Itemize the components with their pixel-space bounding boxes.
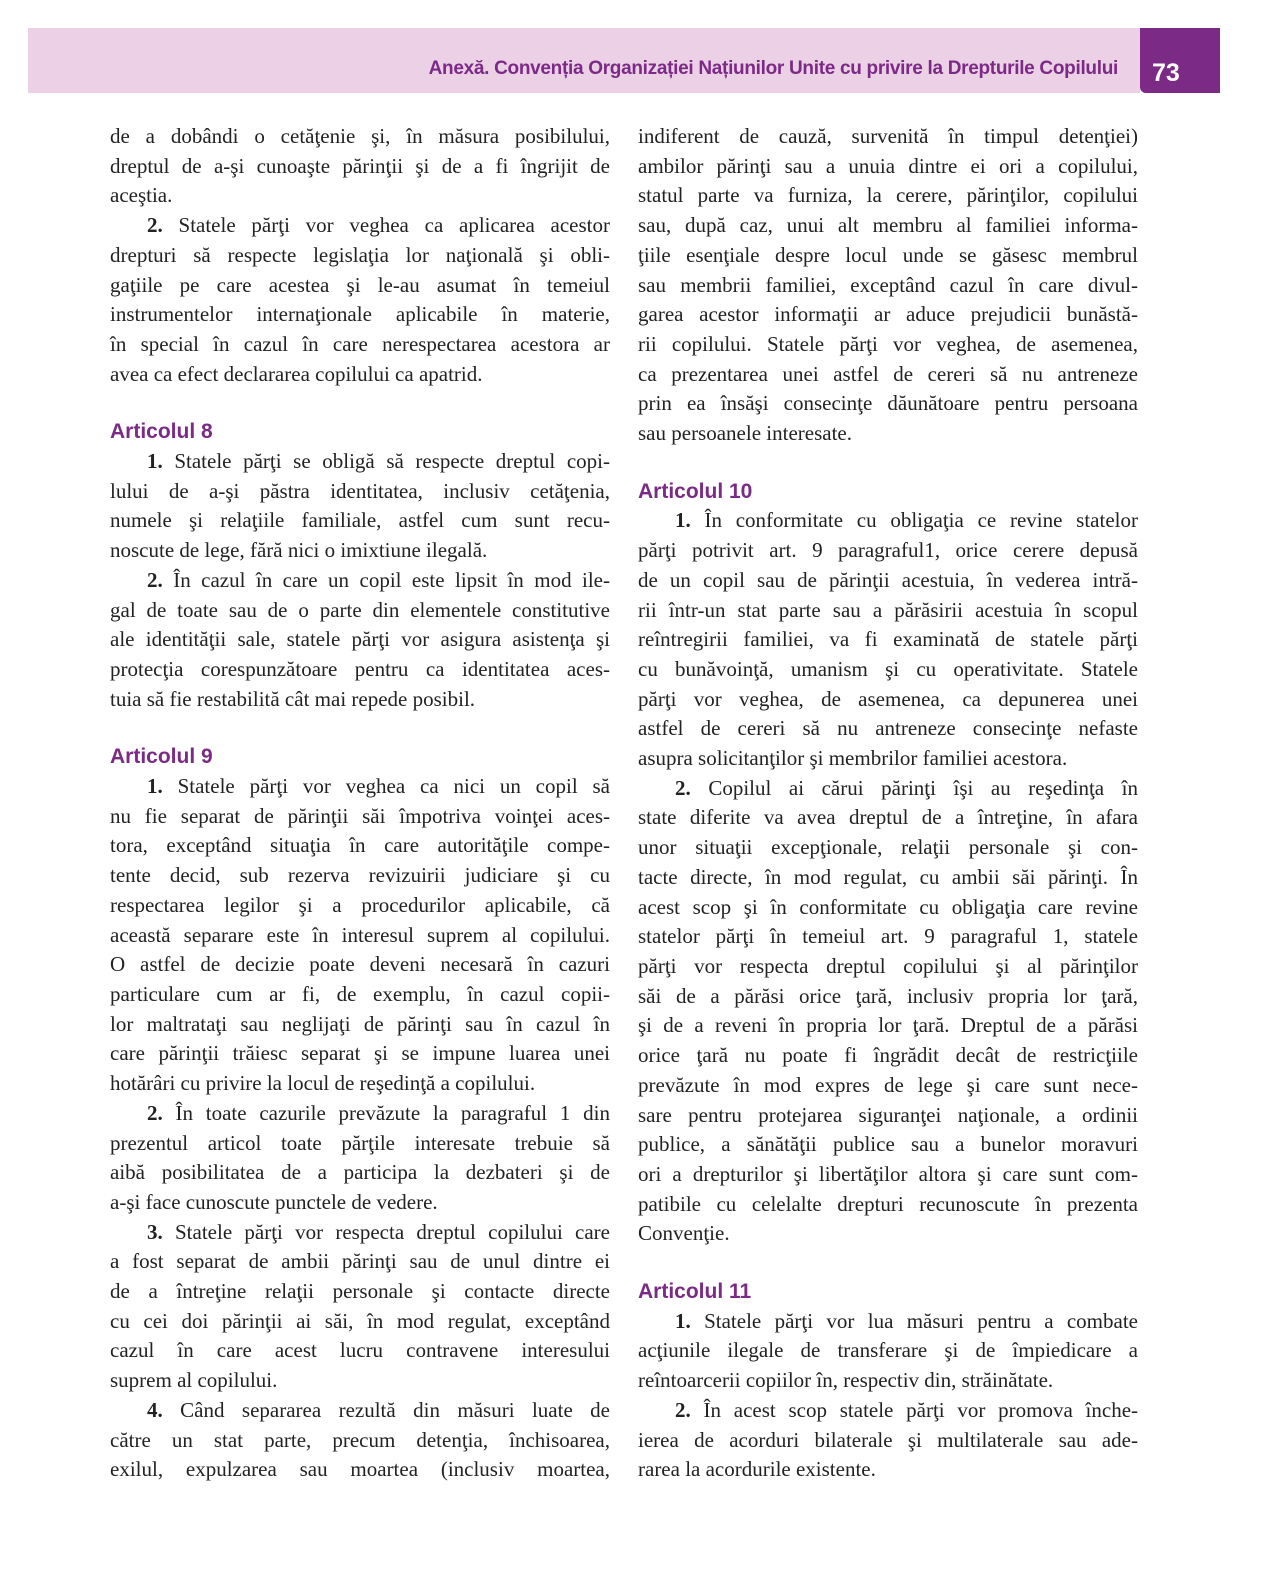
text-line [110,1455,610,1485]
line-text: În conformitate cu obligaţia ce revine statelor [704,508,1138,533]
paragraph [110,772,610,1099]
line-text: şi de a reveni în propria lor ţară. Dreptul de a părăsi [638,1013,1138,1038]
line-text: În acest scop statele părţi vor promova înche- [703,1397,1139,1422]
text-line [638,744,1138,774]
running-header-title: Anexă. Convenția Organizației Națiunilor Unite cu privire la Drepturile Copilului [428,58,1118,79]
paragraph-number: 1. [147,449,163,474]
paragraph [110,447,610,566]
left-column [110,122,610,1485]
paragraph [638,506,1138,773]
text-line [638,506,1138,536]
text-line [638,536,1138,566]
paragraph [110,1396,610,1485]
line-text: ambilor părinţi sau a unuia dintre ei ori a copilului, [638,153,1138,178]
line-text: de un copil sau de părinţii acestuia, în vederea intră- [638,567,1138,592]
text-line [110,655,610,685]
text-line [110,300,610,330]
line-text: Statele părţi vor veghea ca aplicarea acestor [178,213,610,238]
paragraph-number: 1. [675,508,691,533]
text-line [110,980,610,1010]
paragraph [110,122,610,211]
text-line [110,1188,610,1218]
line-text: instrumentelor internaţionale aplicabile în materie, [110,302,610,327]
line-text: publice, a sănătăţii publice sau a bunelor moravuri [638,1132,1138,1157]
text-line [638,1160,1138,1190]
text-line [110,477,610,507]
text-line [110,1010,610,1040]
text-line [110,447,610,477]
line-text: statul parte va furniza, la cerere, părinţilor, copilului [638,183,1138,208]
line-text: statelor părţi în temeiul art. 9 paragraful 1, statele [638,924,1138,949]
line-text: această separare este în interesul suprem al copilului. [110,922,610,947]
line-text: respectarea legilor şi a procedurilor aplicabile, că [110,892,610,917]
line-text: În toate cazurile prevăzute la paragraful 1 din [175,1100,610,1125]
text-line [110,271,610,301]
line-text: în special în cazul în care nerespectarea acestora ar [110,331,610,356]
text-line [110,1099,610,1129]
line-text: drepturi să respecte legislaţia lor naţională şi obli- [110,242,610,267]
text-line [638,181,1138,211]
text-line [638,360,1138,390]
text-line [110,1277,610,1307]
line-text: lului de a-şi păstra identitatea, inclusiv cetăţenia, [110,478,610,503]
text-line [110,360,610,390]
paragraph [110,566,610,715]
text-line [638,1130,1138,1160]
paragraph [638,1396,1138,1485]
article-heading: Articolul 8 [110,420,213,444]
paragraph-number: 1. [675,1308,691,1333]
line-text: rii copilului. Statele părţi vor veghea, de asemenea, [638,331,1138,356]
line-text: ierea de acorduri bilaterale şi multilaterale sau ade- [638,1427,1138,1452]
text-line [110,950,610,980]
line-text: cazul în care acest lucru contravene interesului [110,1338,610,1363]
line-text: acest scop şi în conformitate cu obligaţia care revine [638,894,1138,919]
line-text: care părinţii trăiesc separat şi se impune luarea unei [110,1041,610,1066]
text-line [638,596,1138,626]
text-line [110,685,610,715]
line-text: state diferite va avea dreptul de a întreţine, în afara [638,805,1138,830]
article-heading: Articolul 9 [110,745,213,769]
text-line [110,506,610,536]
article-heading: Articolul 10 [638,479,753,503]
text-line [110,921,610,951]
line-text: sau membrii familiei, exceptând cazul în care divul- [638,272,1138,297]
text-line [110,1307,610,1337]
text-line [110,802,610,832]
line-text: avea ca efect declararea copilului ca apatrid. [110,361,483,386]
line-text: numele şi relaţiile familiale, astfel cum sunt recu- [110,508,610,533]
line-text: asupra solicitanţilor şi membrilor familiei acestora. [638,746,1068,771]
line-text: Statele părţi vor veghea ca nici un copil să [177,774,610,799]
text-line [110,1366,610,1396]
text-line [638,152,1138,182]
text-line [638,625,1138,655]
text-line [110,1336,610,1366]
line-text: suprem al copilului. [110,1368,278,1393]
line-text: părţi vor respecta dreptul copilului şi al părinţilor [638,953,1138,978]
paragraph-number: 4. [147,1397,163,1422]
line-text: aceştia. [110,183,173,208]
right-column [638,122,1138,1485]
line-text: O astfel de decizie poate deveni necesară în cazuri [110,952,610,977]
line-text: hotărâri cu privire la locul de reşedinţă a copilului. [110,1071,536,1096]
paragraph-number: 2. [147,1100,163,1125]
line-text: indiferent de cauză, survenită în timpul detenţiei) [638,124,1138,148]
text-line [110,211,610,241]
paragraph [110,1099,610,1218]
line-text: garea acestor informaţii ar aduce prejudicii bunăstă- [638,302,1138,327]
page-number: 73 [1140,28,1220,93]
paragraph [638,122,1138,449]
line-text: aibă posibilitatea de a participa la dezbateri şi de [110,1160,610,1185]
line-text: acţiunile ilegale de transferare şi de împiedicare a [638,1338,1138,1363]
text-line [110,891,610,921]
line-text: gal de toate sau de o parte din elementele constitutive [110,597,610,622]
line-text: rarea la acordurile existente. [638,1457,876,1482]
paragraph-number: 2. [147,567,163,592]
line-text: ca prezentarea unei astfel de cereri să nu antreneze [638,361,1138,386]
paragraph [638,774,1138,1249]
text-line [638,211,1138,241]
text-line [110,330,610,360]
line-text: Statele părţi se obligă să respecte dreptul copi- [174,449,610,474]
line-text: de a întreţine relaţii personale şi contacte directe [110,1279,610,1304]
text-line [638,1336,1138,1366]
line-text: rii într-un stat parte sau a părăsirii acestuia în scopul [638,597,1138,622]
line-text: a-şi face cunoscute punctele de vedere. [110,1189,438,1214]
line-text: exilul, expulzarea sau moartea (inclusiv moartea, [110,1457,610,1482]
text-line [110,772,610,802]
line-text: tora, exceptând situaţia în care autorităţile compe- [110,833,610,858]
text-line [110,1218,610,1248]
line-text: În cazul în care un copil este lipsit în mod ile- [173,567,611,592]
text-line [638,241,1138,271]
text-line [638,803,1138,833]
text-line [638,389,1138,419]
text-line [110,1158,610,1188]
line-text: prin ea însăşi consecinţe dăunătoare pentru persoana [638,391,1138,416]
text-line [110,122,610,152]
text-line [638,1041,1138,1071]
text-line [638,419,1138,449]
line-text: ţiile esenţiale despre locul unde se găsesc membrul [638,242,1138,267]
paragraph-number: 2. [147,213,163,238]
line-text: astfel de cereri să nu antreneze consecinţe nefaste [638,716,1138,741]
line-text: ori a drepturilor şi libertăţilor altora şi care sunt com- [638,1161,1138,1186]
text-line [638,655,1138,685]
line-text: nu fie separat de părinţii săi împotriva voinţei aces- [110,803,610,828]
paragraph [638,1307,1138,1396]
text-line [638,922,1138,952]
line-text: reîntregirii familiei, va fi examinată de statele părţi [638,627,1138,652]
text-line [638,714,1138,744]
line-text: cu cei doi părinţii ai săi, în mod regulat, exceptând [110,1308,610,1333]
paragraph [110,1218,610,1396]
text-line [638,893,1138,923]
line-text: Copilul ai cărui părinţi îşi au reşedinţa în [708,775,1138,800]
line-text: gaţiile pe care acestea şi le-au asumat în temeiul [110,272,610,297]
text-line [638,566,1138,596]
article-heading: Articolul 11 [638,1280,752,1304]
line-text: noscute de lege, fără nici o imixtiune ilegală. [110,538,488,563]
line-text: dreptul de a-şi cunoaşte părinţii şi de a fi îngrijit de [110,153,610,178]
text-line [638,1366,1138,1396]
paragraph [110,211,610,389]
line-text: reîntoarcerii copiilor în, respectiv din, străinătate. [638,1368,1054,1393]
text-line [638,1396,1138,1426]
text-line [638,863,1138,893]
paragraph-number: 3. [147,1219,163,1244]
line-text: particulare cum ar fi, de exemplu, în cazul copii- [110,981,610,1006]
text-line [638,122,1138,152]
line-text: cu bunăvoinţă, umanism şi cu operativitate. Statele [638,656,1138,681]
line-text: patibile cu celelalte drepturi recunoscute în prezenta [638,1191,1138,1216]
text-line [638,1011,1138,1041]
line-text: Statele părţi vor respecta dreptul copilului care [175,1219,610,1244]
text-line [110,566,610,596]
line-text: săi de a părăsi orice ţară, inclusiv propria lor ţară, [638,983,1138,1008]
text-line [110,1069,610,1099]
line-text: tente decid, sub rezerva revizuirii judiciare şi cu [110,863,610,888]
text-line [110,625,610,655]
text-line [638,300,1138,330]
line-text: Statele părţi vor lua măsuri pentru a combate [704,1308,1138,1333]
text-line [638,833,1138,863]
line-text: prezentul articol toate părţile interesate trebuie să [110,1130,610,1155]
line-text: părţi potrivit art. 9 paragraful1, orice cerere depusă [638,538,1138,563]
line-text: lor maltrataţi sau neglijaţi de părinţi sau în cazul în [110,1011,610,1036]
paragraph-number: 1. [147,774,163,799]
line-text: sare pentru protejarea siguranţei naţionale, a ordinii [638,1102,1138,1127]
line-text: orice ţară nu poate fi îngrădit decât de restricţiile [638,1043,1138,1068]
text-line [638,685,1138,715]
paragraph-number: 2. [675,1397,691,1422]
line-text: către un stat parte, precum detenţia, închisoarea, [110,1427,610,1452]
text-line [638,1455,1138,1485]
text-line [110,181,610,211]
line-text: părţi vor veghea, de asemenea, ca depunerea unei [638,686,1138,711]
line-text: de a dobândi o cetăţenie şi, în măsura posibilului, [110,124,610,148]
text-line [638,330,1138,360]
text-line [110,596,610,626]
line-text: tuia să fie restabilită cât mai repede posibil. [110,686,476,711]
text-line [638,1190,1138,1220]
text-line [638,1219,1138,1249]
paragraph-number: 2. [675,775,691,800]
text-line [638,1071,1138,1101]
line-text: a fost separat de ambii părinţi sau de unul dintre ei [110,1249,610,1274]
text-line [638,271,1138,301]
line-text: tacte directe, în mod regulat, cu ambii săi părinţi. În [638,864,1138,889]
text-line [638,982,1138,1012]
line-text: prevăzute în mod expres de lege şi care sunt nece- [638,1072,1138,1097]
text-line [110,861,610,891]
line-text: sau persoanele interesate. [638,421,852,446]
text-line [638,952,1138,982]
line-text: protecţia corespunzătoare pentru ca identitatea aces- [110,656,610,681]
line-text: Convenţie. [638,1221,730,1246]
line-text: ale identităţii sale, statele părţi vor asigura asistenţa şi [110,627,610,652]
text-line [110,831,610,861]
text-line [110,1039,610,1069]
text-line [638,774,1138,804]
line-text: Când separarea rezultă din măsuri luate de [180,1397,610,1422]
text-line [110,536,610,566]
text-line [638,1426,1138,1456]
line-text: sau, după caz, unui alt membru al familiei informa- [638,213,1138,238]
text-line [110,152,610,182]
text-line [110,241,610,271]
text-line [110,1247,610,1277]
text-line [638,1101,1138,1131]
text-line [638,1307,1138,1337]
line-text: unor situaţii excepţionale, relaţii personale şi con- [638,835,1138,860]
text-line [110,1426,610,1456]
text-line [110,1396,610,1426]
text-line [110,1129,610,1159]
